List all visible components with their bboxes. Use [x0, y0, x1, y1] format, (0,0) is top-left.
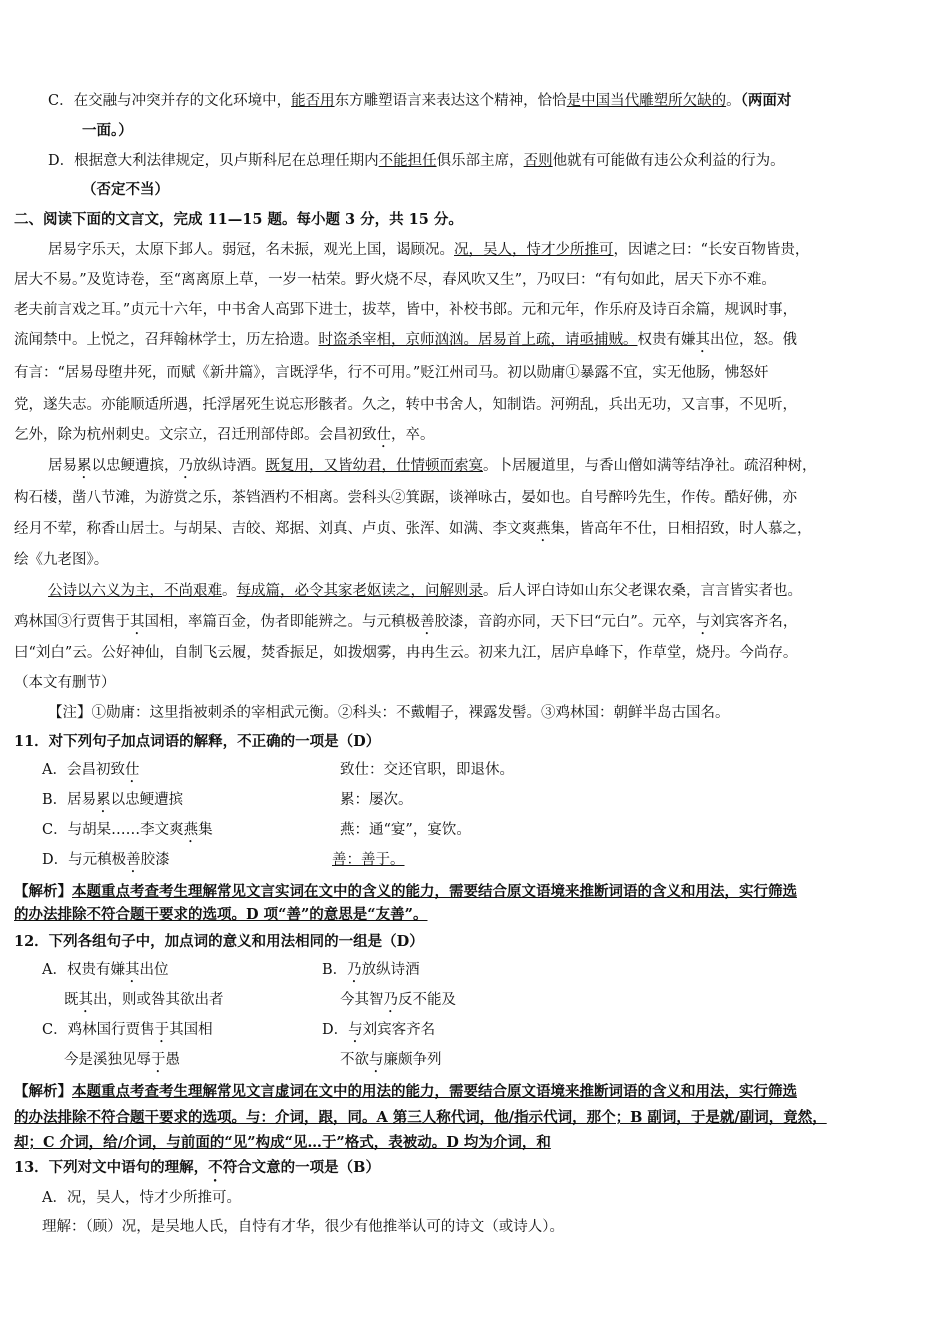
section-title: 二、阅读下面的文言文，完成 11—15 题。每小题 3 分，共 15 分。: [14, 211, 463, 228]
passage-line: 居易累以忠鲠遭摈，乃放纵诗酒。既复用，又皆幼君，仕情顿而索寞。卜居履道里，与香山僧如满等结净社。疏沼种树，: [48, 458, 817, 474]
q11-option-a: A．会昌初致仕: [42, 762, 140, 778]
q10-option-c-note: 一面。）: [82, 122, 133, 139]
passage-line: 构石楼，凿八节滩，为游赏之乐，茶铛酒杓不相离。尝科头②箕踞，谈禅咏古，晏如也。自号醉吟先生，作传。酷好佛，亦: [14, 490, 797, 506]
passage-line: 乞外，除为杭州刺史。文宗立，召迁刑部侍郎。会昌初致仕，卒。: [14, 427, 435, 443]
q10-option-d-note: （否定不当）: [82, 181, 169, 198]
q12-option-d1: D．与刘宾客齐名: [322, 1022, 436, 1038]
q12-stem: 12．下列各组句子中，加点词的意义和用法相同的一组是（D）: [14, 933, 424, 950]
passage-line: 鸡林国③行贾售于其国相，率篇百金，伪者即能辨之。与元稹极善胶漆，音韵亦同，天下曰“元白”。元卒，与刘宾客齐名，: [14, 614, 798, 630]
q10-option-c: C．在交融与冲突并存的文化环境中，能否用东方雕塑语言来表达这个精神，恰恰是中国当代雕塑所欠缺的。（两面对: [48, 92, 792, 109]
q12-option-b2: 今其智乃反不能及: [340, 992, 456, 1008]
q12-option-a2: 既其出，则或咎其欲出者: [64, 992, 224, 1008]
q11-option-c-explanation: 燕：通“宴”，宴饮。: [340, 822, 471, 838]
q12-analysis: 【解析】本题重点考查考生理解常见文言虚词在文中的用法的能力，需要结合原文语境来推断词语的含义和用法，实行筛选: [14, 1083, 797, 1100]
passage-line: 曰“刘白”云。公好神仙，自制飞云履，焚香振足，如拨烟雾，冉冉生云。初来九江，居庐阜峰下，作草堂，烧丹。今尚存。: [14, 645, 798, 661]
passage-line: 流闻禁中。上悦之，召拜翰林学士，历左拾遗。时盗杀宰相，京师汹汹。居易首上疏，请亟捕贼。权贵有嫌其出位，怒。俄: [14, 332, 797, 348]
q12-analysis-cont: 却；C 介词，给/介词，与前面的“见”构成“见…于”格式，表被动。D 均为介词，和: [14, 1134, 551, 1151]
q13-option-a-explanation: 理解：（顾）况，是吴地人氏，自恃有才华，很少有他推举认可的诗文（或诗人）。: [42, 1219, 564, 1235]
passage-source-note: （本文有删节）: [14, 675, 116, 691]
q12-option-c2: 今是溪独见辱于愚: [64, 1052, 180, 1068]
q13-stem: 13．下列对文中语句的理解，不符合文意的一项是（B）: [14, 1159, 380, 1176]
passage-line: 绘《九老图》。: [14, 552, 109, 568]
passage-line: 经月不荤，称香山居士。与胡杲、吉皎、郑据、刘真、卢贞、张浑、如满、李文爽燕集，皆高年不仕，日相招致，时人慕之，: [14, 521, 812, 537]
q12-option-b1: B．乃放纵诗酒: [322, 962, 420, 978]
q11-option-d-explanation: 善：善于。: [332, 852, 405, 868]
passage-line: 老夫前言戏之耳。”贞元十六年，中书舍人高郢下进士，拔萃，皆中，补校书郎。元和元年，作乐府及诗百余篇，规讽时事，: [14, 302, 798, 318]
passage-line: 有言：“居易母堕井死，而赋《新井篇》，言既浮华，行不可用。”贬江州司马。初以勋庸①暴露不宜，实无他肠，怫怒奸: [14, 365, 769, 381]
q12-option-d2: 不欲与廉颇争列: [340, 1052, 442, 1068]
passage-line: 居易字乐天，太原下邽人。弱冠，名未振，观光上国，谒顾况。况，吴人，恃才少所推可，因谑之曰：“长安百物皆贵，: [48, 242, 810, 258]
q11-option-c: C．与胡杲……李文爽燕集: [42, 822, 213, 838]
q11-option-b-explanation: 累：屡次。: [340, 792, 413, 808]
passage-line: 党，遂失志。亦能顺适所遇，托浮屠死生说忘形骸者。久之，转中书舍人，知制诰。河朔乱，兵出无功，又言事，不见听，: [14, 397, 797, 413]
q11-option-a-explanation: 致仕：交还官职，即退休。: [340, 762, 514, 778]
q12-option-c1: C．鸡林国行贾售于其国相: [42, 1022, 213, 1038]
q11-option-d: D．与元稹极善胶漆: [42, 852, 170, 868]
q11-analysis: 【解析】本题重点考查考生理解常见文言实词在文中的含义的能力，需要结合原文语境来推断词语的含义和用法，实行筛选: [14, 883, 797, 900]
q11-stem: 11．对下列句子加点词语的解释，不正确的一项是（D）: [14, 733, 381, 750]
q10-option-d: D．根据意大利法律规定，贝卢斯科尼在总理任期内不能担任俱乐部主席，否则他就有可能做有违公众利益的行为。: [48, 153, 785, 169]
q11-analysis-cont: 的办法排除不符合题干要求的选项。D 项“善”的意思是“友善”。: [14, 906, 428, 923]
passage-line: 公诗以六义为主，不尚艰难。每成篇，必令其家老妪读之，问解则录。后人评白诗如山东父老课农桑，言言皆实者也。: [48, 583, 802, 599]
q12-option-a1: A．权贵有嫌其出位: [42, 962, 169, 978]
q11-option-b: B．居易累以忠鲠遭摈: [42, 792, 184, 808]
q12-analysis-cont: 的办法排除不符合题干要求的选项。与：介词，跟，同。A 第三人称代词，他/指示代词，那个；B 副词，于是就/副词，竟然，: [14, 1109, 827, 1126]
passage-line: 居大不易。”及览诗卷，至“离离原上草，一岁一枯荣。野火烧不尽，春风吹又生”，乃叹曰：“有句如此，居天下亦不难。: [14, 272, 776, 288]
passage-footnote: 【注】①勋庸：这里指被刺杀的宰相武元衡。②科头：不戴帽子，裸露发髻。③鸡林国：朝鲜半岛古国名。: [48, 705, 730, 721]
q13-option-a: A．况，吴人，恃才少所推可。: [42, 1190, 241, 1206]
